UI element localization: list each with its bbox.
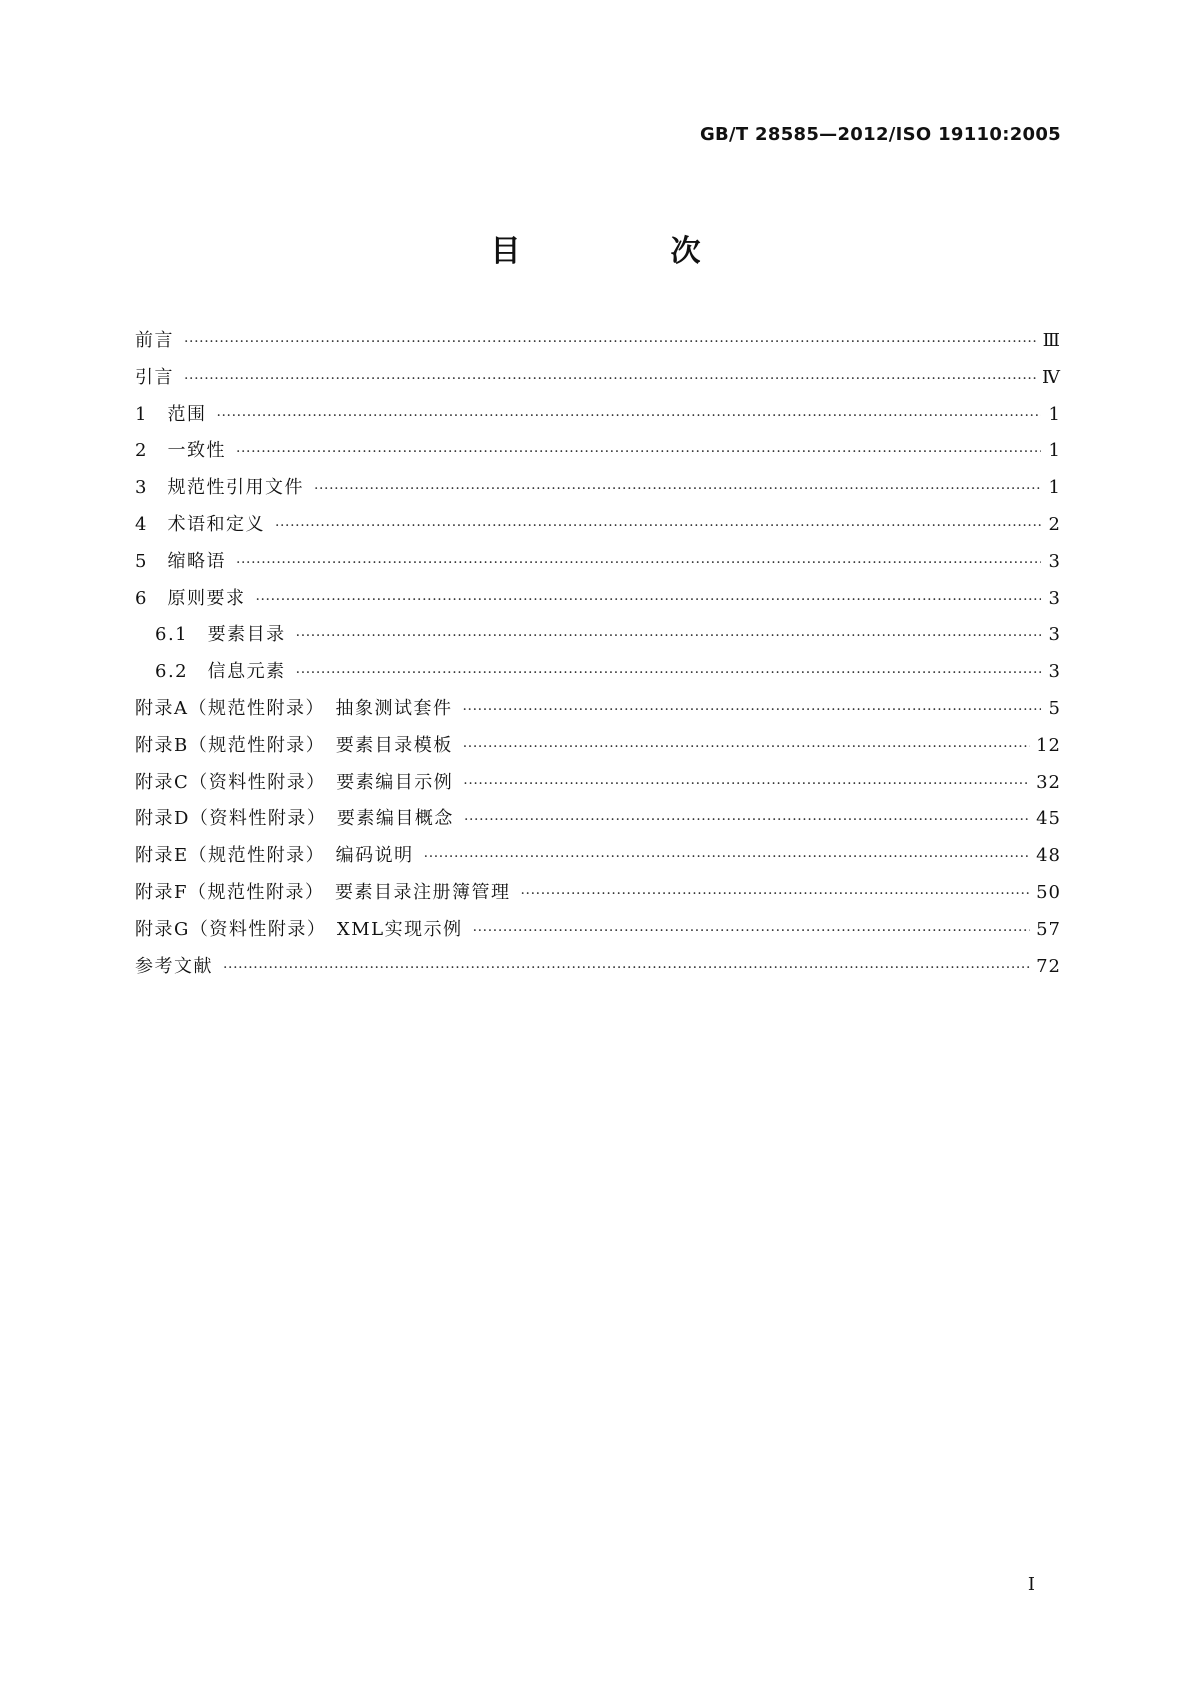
toc-entry-label: 前言 [135,330,174,351]
toc-entry-introduction[interactable] [135,363,1061,400]
toc-leader-dots [296,628,1041,644]
toc-entry-page: 3 [1048,661,1061,683]
toc-entry-page: 1 [1048,477,1061,499]
toc-entry-label: 参考文献 [135,955,213,977]
toc-entry-page: 50 [1036,881,1061,903]
toc-leader-dots [223,960,1030,976]
toc-leader-dots [216,408,1041,424]
toc-entry-normative-references[interactable] [135,473,1061,510]
toc-leader-dots [463,776,1030,792]
toc-entry-feature-catalogue[interactable] [135,620,1061,657]
toc-entry-abbreviations[interactable] [135,547,1061,584]
toc-entry-label: 2 一致性 [135,440,226,462]
toc-entry-principles[interactable] [135,584,1061,621]
toc-entry-annex-b[interactable] [135,731,1061,768]
toc-entry-label: 附录C（资料性附录） 要素编目示例 [135,771,454,793]
toc-entry-page: 5 [1048,697,1061,719]
toc-leader-dots [521,886,1031,902]
toc-entry-label: 附录B（规范性附录） 要素目录模板 [135,734,453,756]
toc-leader-dots [236,555,1041,571]
toc-leader-dots [473,923,1031,939]
toc-entry-foreword[interactable] [135,326,1061,363]
toc-leader-dots [296,665,1041,681]
standard-code: GB/T 28585—2012/ISO 19110:2005 [699,124,1061,145]
toc-leader-dots [463,702,1042,718]
toc-entry-conformance[interactable] [135,436,1061,473]
toc-entry-terms-definitions[interactable] [135,510,1061,547]
toc-entry-label: 6 原则要求 [135,587,246,609]
toc-leader-dots [275,518,1041,534]
toc-entry-information-elements[interactable] [135,657,1061,694]
toc-entry-label: 1 范围 [135,403,207,425]
page-number: I [1027,1574,1035,1595]
toc-entry-page: 12 [1036,734,1061,756]
page-title: 目 次 [490,234,761,269]
toc-entry-page: 3 [1048,550,1061,572]
toc-entry-annex-e[interactable] [135,841,1061,878]
toc-leader-dots [255,592,1041,608]
toc-entry-page: 1 [1048,440,1061,462]
toc-entry-label: 附录D（资料性附录） 要素编目概念 [135,808,454,830]
toc-entry-annex-d[interactable] [135,804,1061,841]
toc-entry-annex-f[interactable] [135,878,1061,915]
toc-entry-page: 1 [1048,403,1061,425]
toc-entry-page: 45 [1036,808,1061,830]
toc-entry-scope[interactable] [135,400,1061,437]
toc-entry-label: 6.1 要素目录 [155,624,286,646]
toc-leader-dots [463,739,1030,755]
toc-entry-page: 2 [1048,513,1061,535]
toc-entry-page: 57 [1036,918,1061,940]
toc-leader-dots [184,334,1037,350]
toc-entry-page: 48 [1036,845,1061,867]
toc-entry-page: 32 [1036,771,1061,793]
toc-leader-dots [236,444,1041,460]
toc-entry-page: 3 [1048,624,1061,646]
toc-entry-bibliography[interactable] [135,952,1061,989]
toc-entry-label: 附录E（规范性附录） 编码说明 [135,845,414,867]
toc-entry-label: 附录G（资料性附录） XML实现示例 [135,918,463,940]
toc-entry-annex-a[interactable] [135,694,1061,731]
toc-entry-page: 3 [1048,587,1061,609]
toc-entry-label: 5 缩略语 [135,550,226,572]
toc-entry-annex-c[interactable] [135,768,1061,805]
toc-entry-label: 附录F（规范性附录） 要素目录注册簿管理 [135,881,511,903]
toc-entry-label: 3 规范性引用文件 [135,477,304,499]
toc-entry-page: Ⅲ [1042,330,1061,351]
toc-entry-page: 72 [1036,955,1061,977]
toc-entry-label: 6.2 信息元素 [155,661,286,683]
toc-leader-dots [464,812,1030,828]
toc-entry-label: 引言 [135,366,174,388]
table-of-contents [135,326,1061,988]
toc-leader-dots [314,481,1041,497]
toc-entry-label: 4 术语和定义 [135,513,265,535]
toc-leader-dots [424,849,1030,865]
toc-leader-dots [184,371,1036,387]
toc-entry-label: 附录A（规范性附录） 抽象测试套件 [135,697,453,719]
toc-entry-annex-g[interactable] [135,915,1061,952]
toc-entry-page: Ⅳ [1042,366,1061,388]
